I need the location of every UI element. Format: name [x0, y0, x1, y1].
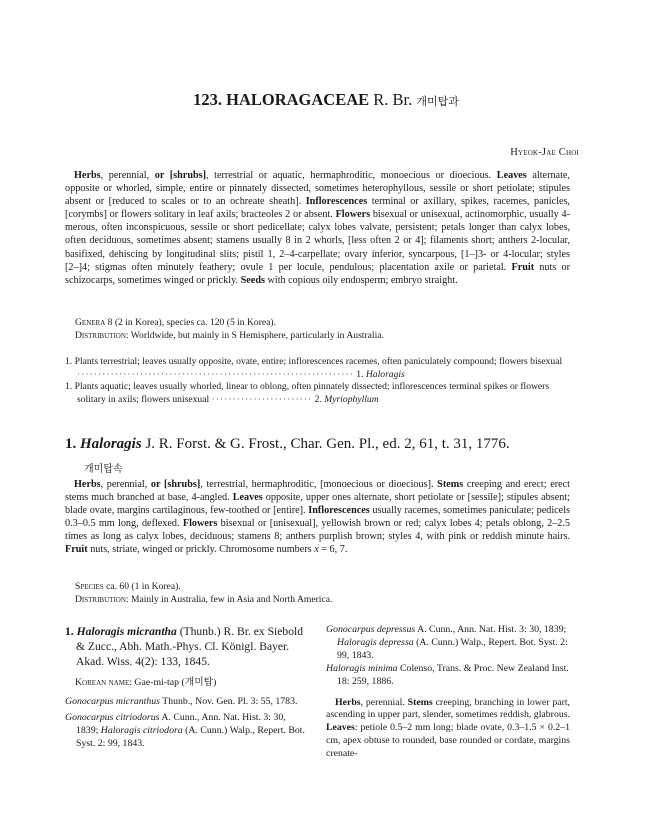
synonym-entry: Gonocarpus citriodorus A. Cunn., Ann. Nat. Hist. 3: 30, 1839; Haloragis citriodora (A. Cunn.) Walp., Repert. Bot. Syst. 2: 99, 1843. [65, 711, 305, 749]
genus-name: Haloragis [80, 436, 142, 452]
species-left-column [65, 624, 309, 751]
family-genera-line: Genera 8 (2 in Korea), species ca. 120 (5 in Korea). [75, 317, 277, 328]
label-fruit: Fruit [511, 261, 535, 273]
label-herbs: Herbs [74, 170, 101, 181]
key-lead-2: 1. Plants aquatic; leaves usually whorled, linear to oblong, often pinnately dissected; inflorescences terminal spikes or flowers solitary in axils; flowers unisexual ························ 2. Myriophyllum [65, 381, 550, 405]
family-authority: R. Br. [373, 90, 413, 109]
synonym-entry: Gonocarpus micranthus Thunb., Nov. Gen. Pl. 3: 55, 1783. [65, 695, 298, 707]
genus-description: Herbs, perennial, or [shrubs], terrestrial, hermaphroditic, [monoecious or dioecious]. Stems creeping and erect; erect stems much branched at base, 4-angled. Leaves opposite, upper ones alternate, short petiolate or [sessile]; stipules absent; blade ovate, margins cartilaginous, few-toothed or [entire]. Inflorescences usually racemes, sometimes paniculate; pedicels 0.3–0.5 mm long, deflexed. Flowers bisexual or [unisexual], yellowish brown or red; calyx lobes 4; petals oblong, 2–2.5 times as long as calyx lobes, deciduous; stamens 8; anthers purplish brown; styles 4, with pink or reddish minute hairs. Fruit nuts, striate, winged or prickly. Chromosome numbers x = 6, 7. [65, 479, 571, 556]
label-inflorescences: Inflorescences [305, 196, 368, 208]
genus-korean-name: 개미탑속 [84, 464, 123, 475]
label-seeds: Seeds [240, 274, 265, 286]
family-number: 123. [193, 90, 222, 109]
synonym-entry: Haloragis minima Colenso, Trans. & Proc. New Zealand Inst. 18: 259, 1886. [326, 662, 569, 687]
label-flowers: Flowers [335, 209, 371, 221]
genus-species-line: Species ca. 60 (1 in Korea). [75, 581, 181, 592]
family-korean-name: 개미탑과 [416, 95, 459, 108]
genus-citation: J. R. Forst. & G. Frost., Char. Gen. Pl., ed. 2, 61, t. 31, 1776. [141, 436, 510, 452]
family-name: HALORAGACEAE [226, 90, 370, 109]
identification-key [65, 356, 570, 406]
key-lead-1: 1. Plants terrestrial; leaves usually opposite, ovate, entire; inflorescences racemes, often paniculately compound; flowers bisexual ·································································· 1. Haloragis [65, 356, 563, 380]
synonym-entry: Gonocarpus depressus A. Cunn., Ann. Nat. Hist. 3: 30, 1839; Haloragis depressa (A. Cunn.) Walp., Repert. Bot. Syst. 2: 99, 1843. [326, 624, 568, 661]
family-title [0, 90, 652, 110]
species-heading: 1. Haloragis micrantha (Thunb.) R. Br. ex Siebold & Zucc., Abh. Math.-Phys. Cl. Königl. Bayer. Akad. Wiss. 4(2): 133, 1845. [65, 625, 304, 668]
genus-distribution-line: Distribution: Mainly in Australia, few in Asia and North America. [75, 594, 333, 605]
korean-name-line: Korean name: Gae-mi-tap (개미탑) [75, 677, 217, 688]
species-name: Haloragis micrantha [76, 625, 177, 638]
family-distribution-line: Distribution: Worldwide, but mainly in S Hemisphere, particularly in Australia. [75, 330, 384, 341]
genus-heading: 1. Haloragis J. R. Forst. & G. Frost., Char. Gen. Pl., ed. 2, 61, t. 31, 1776. [65, 436, 510, 452]
species-right-column [326, 624, 570, 761]
key-result-myriophyllum: Myriophyllum [324, 393, 379, 405]
author-name: Hyeok-Jae Choi [510, 147, 579, 158]
label-leaves: Leaves [496, 170, 527, 181]
family-description: Herbs, perennial, or [shrubs], terrestrial or aquatic, hermaphroditic, monoecious or dioecious. Leaves alternate, opposite or whorled, simple, entire or pinnately dissected, sometimes heterophyllous, sessile or short petiolate; stipules absent or [reduced to scales or to an ochreate sheath]. Inflorescences terminal or axillary, spikes, racemes, panicles, [corymbs] or flowers solitary in leaf axils; bracteoles 2 or absent. Flowers bisexual or unisexual, actinomorphic, usually 4-merous, often inconspicuous, sessile or short pedicellate; calyx lobes valvate, persistent; petals longer than calyx lobes, often deciduous, sometimes absent; stamens usually 8 in 2 whorls, [less often 2 or 4]; filaments short; anthers 2-locular, basifixed, dehiscing by longitudinal slits; pistil 1, 2–4-carpellate; ovary inferior, syncarpous, [1–]3- or 4-locular; styles [2–]4; stigmas often minutely feathery; ovule 1 per locule, pendulous; placentation axile or parietal. Fruit nuts or schizocarps, sometimes winged or prickly. Seeds with copious oily endosperm; embryo straight. [65, 170, 570, 286]
species-description: Herbs, perennial. Stems creeping, branching in lower part, ascending in upper part, slender, sometimes reddish, glabrous. Leaves: petiole 0.5–2 mm long; blade ovate, 0.3–1.5 × 0.2–1 cm, apex obtuse to rounded, base rounded or cordate, margins crenate- [326, 696, 571, 760]
key-result-haloragis: Haloragis [365, 368, 405, 380]
